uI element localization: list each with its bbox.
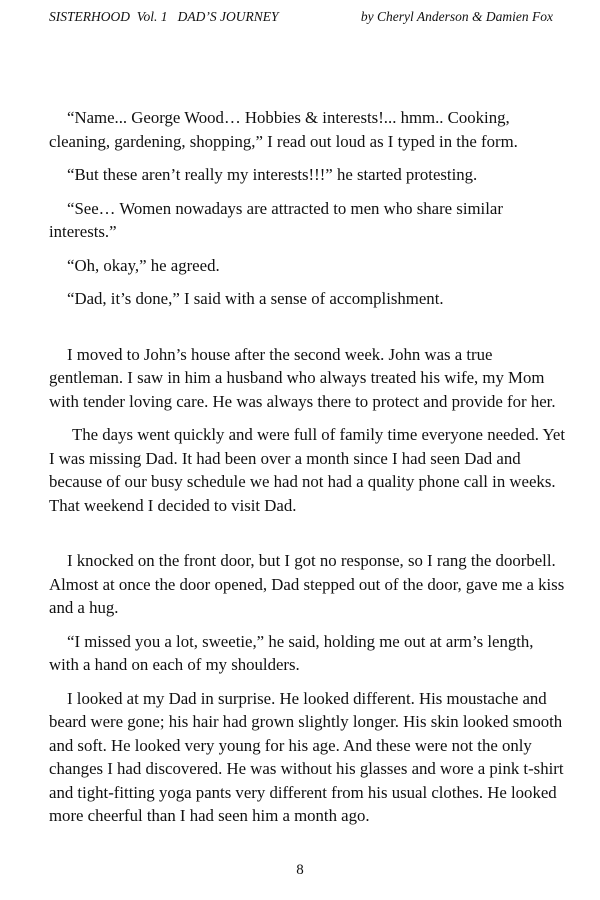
paragraph: “Oh, okay,” he agreed. (67, 255, 220, 275)
paragraph: The days went quickly and were full of family time everyone needed. Yet I was missing Dad. It had been over a month since I had seen Dad and because of our busy schedule we had not had a quality phone call in weeks. That weekend I decided to visit Dad. (49, 425, 566, 515)
page-number: 8 (296, 862, 304, 878)
paragraph: I knocked on the front door, but I got no response, so I rang the doorbell. Almost at once the door opened, Dad stepped out of the door, gave me a kiss and a hug. (49, 551, 565, 617)
author-header: by Cheryl Anderson & Damien Fox (360, 9, 553, 24)
paragraph: “I missed you a lot, sweetie,” he said, holding me out at arm’s length, with a hand on each of my shoulders. (49, 631, 534, 674)
paragraph: “See… Women nowadays are attracted to men who share similar interests.” (49, 198, 503, 241)
paragraph: I looked at my Dad in surprise. He looked different. His moustache and beard were gone; his hair had grown slightly longer. His skin looked smooth and soft. He looked very young for his age. And these were not the only changes I had discovered. He was without his glasses and wore a pink t-shirt and tight-fitting yoga pants very different from his usual clothes. He looked more cheerful than I had seen him a month ago. (49, 688, 564, 825)
running-header (49, 9, 553, 27)
paragraph: I moved to John’s house after the second week. John was a true gentleman. I saw in him a husband who always treated his wife, my Mom with tender loving care. He was always there to protect and provide for her. (49, 344, 556, 411)
paragraph: “But these aren’t really my interests!!!” he started protesting. (67, 165, 478, 184)
paragraph: “Dad, it’s done,” I said with a sense of accomplishment. (67, 289, 444, 308)
page-body (49, 106, 567, 828)
paragraph: “Name... George Wood… Hobbies & interests!... hmm.. Cooking, cleaning, gardening, shopping,” I read out loud as I typed in the form. (49, 108, 518, 151)
book-title-header: SISTERHOOD Vol. 1 DAD’S JOURNEY (49, 9, 279, 24)
